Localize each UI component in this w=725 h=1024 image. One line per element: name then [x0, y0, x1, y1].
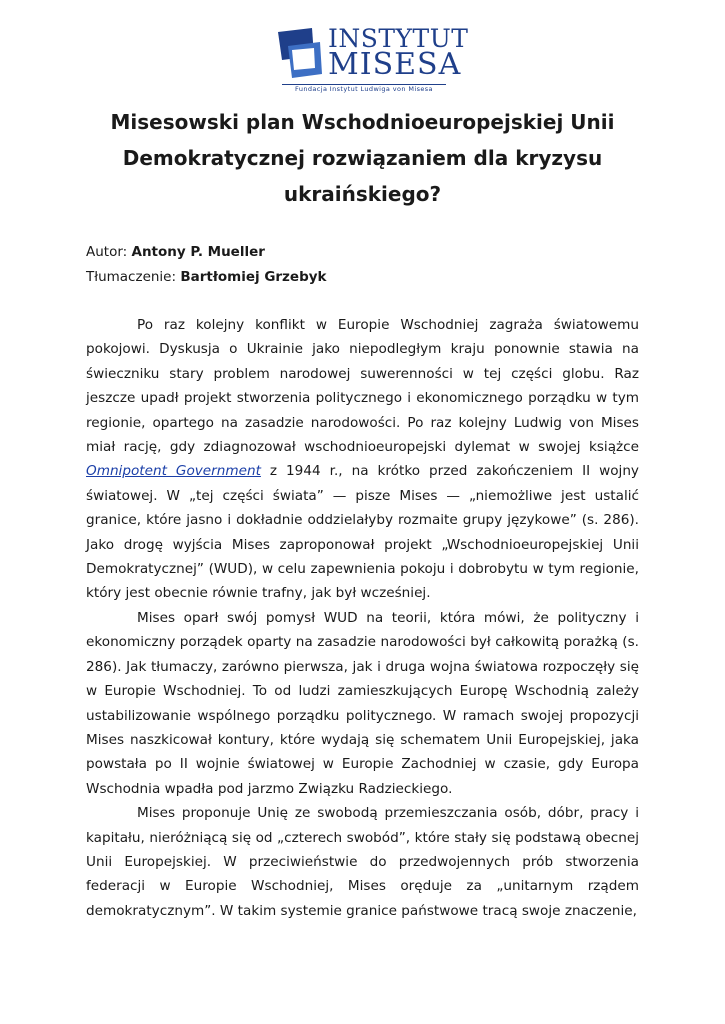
paragraph-1-text-a: Po raz kolejny konflikt w Europie Wschodniej zagraża światowemu pokojowi. Dyskusja o Ukrainie jako niepodległym kraju ponownie stawia na świeczniku stary problem narodowej suwerenności w tej części globu. Raz jeszcze upadł projekt stworzenia politycznego i ekonomicznego porządku w tym regionie, opartego na zasadzie narodowości. Po raz kolejny Ludwig von Mises miał rację, gdy zdiagnozował wschodnioeuropejski dylemat w swojej książce [86, 317, 639, 456]
logo-emblem-icon [278, 26, 322, 82]
logo-subtitle: Fundacja Instytut Ludwiga von Misesa [295, 85, 433, 93]
author-line [86, 243, 265, 261]
translator-name: Bartłomiej Grzebyk [180, 269, 327, 285]
paragraph-1-text-b: z 1944 r., na krótko przed zakończeniem II wojny światowej. W „tej części świata” — pisze Mises — „niemożliwe jest ustalić granice, które jasno i dokładnie oddzielałyby rozmaite grupy językowe” (s. 286). Jako drogę wyjścia Mises zaproponował projekt „Wschodnioeuropejskiej Unii Demokratycznej” (WUD), w celu zapewnienia pokoju i dobrobytu w tym regionie, który jest obecnie równie trafny, jak był wcześniej. [86, 463, 639, 602]
article-body [86, 313, 639, 923]
logo-text-line2: MISESA [328, 47, 462, 82]
paragraph-3: Mises proponuje Unię ze swobodą przemieszczania osób, dóbr, pracy i kapitału, nieróżniącą się od „czterech swobód”, które stały się podstawą obecnej Unii Europejskiej. W przeciwieństwie do przedwojennych prób stworzenia federacji w Europie Wschodniej, Mises oręduje za „unitarnym rządem demokratycznym”. W takim systemie granice państwowe tracą swoje znaczenie, [86, 805, 639, 919]
book-link-omnipotent-government[interactable]: Omnipotent Government [86, 463, 261, 480]
paragraph-2: Mises oparł swój pomysł WUD na teorii, która mówi, że polityczny i ekonomiczny porządek oparty na zasadzie narodowości był całkowitą porażką (s. 286). Jak tłumaczy, zarówno pierwsza, jak i druga wojna światowa rozpoczęły się w Europie Wschodniej. To od ludzi zamieszkujących Europę Wschodnią zależy ustabilizowanie wspólnego porządku politycznego. W ramach swojej propozycji Mises naszkicował kontury, które wydają się schematem Unii Europejskiej, jaka powstała po II wojnie światowej w Europie Zachodniej w czasie, gdy Europa Wschodnia wpadła pod jarzmo Związku Radzieckiego. [86, 609, 639, 797]
author-label: Autor: [86, 244, 132, 260]
translator-label: Tłumaczenie: [86, 269, 181, 285]
logo-text-line1: INSTYTUT [328, 24, 469, 53]
author-name: Antony P. Mueller [131, 244, 265, 260]
paragraph-1 [86, 313, 639, 606]
translator-line [86, 268, 327, 286]
article-title: Misesowski plan Wschodnioeuropejskiej Unii Demokratycznej rozwiązaniem dla kryzysu ukraińskiego? [110, 110, 615, 206]
instytut-misesa-logo [278, 24, 469, 93]
